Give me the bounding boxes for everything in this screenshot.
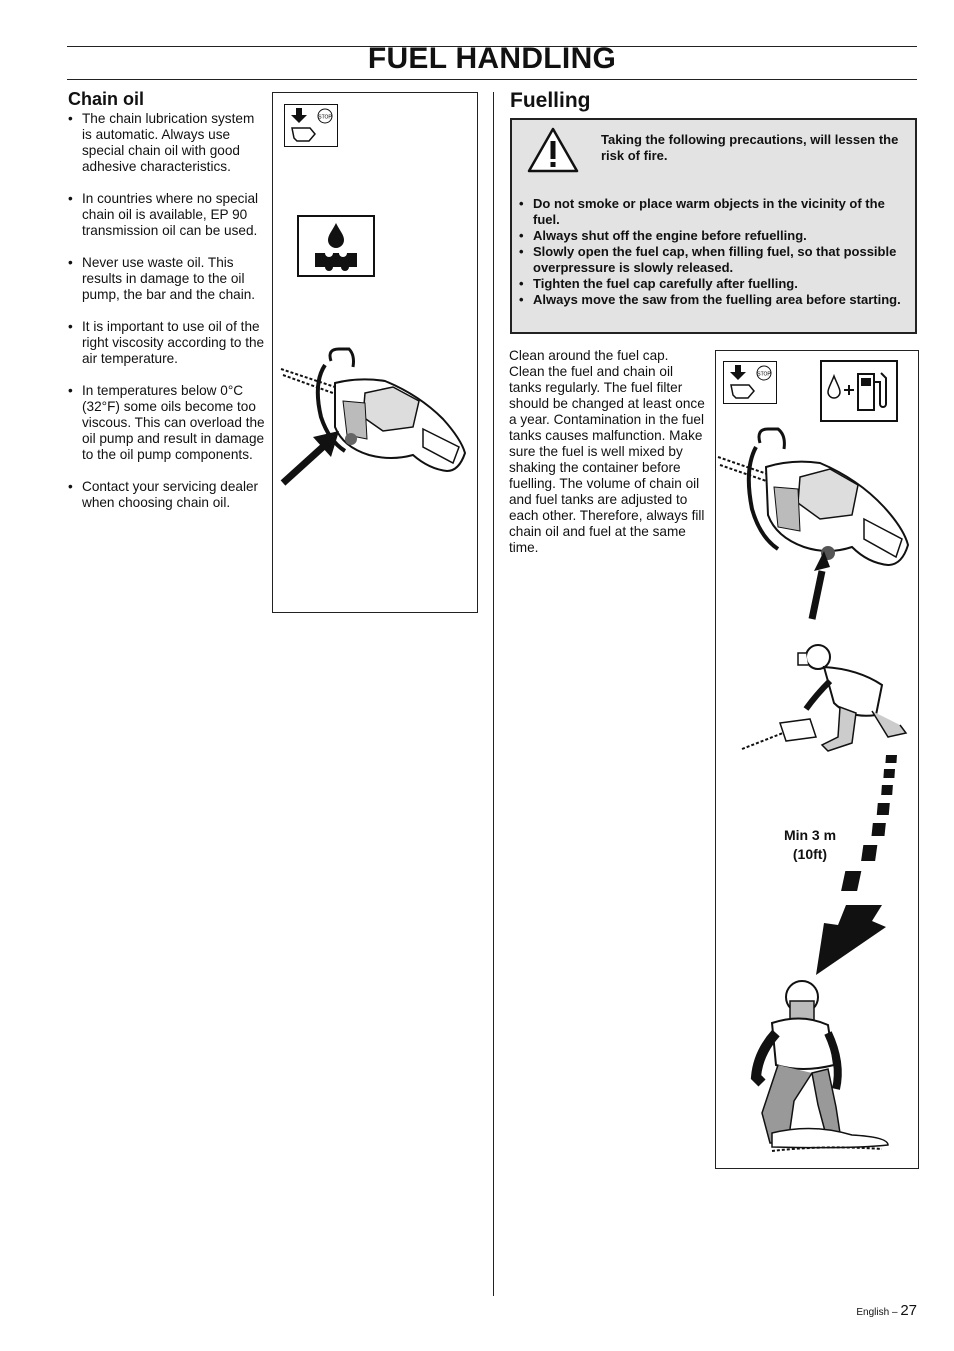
engine-stop-icon xyxy=(284,104,338,147)
fuelling-illustration xyxy=(715,350,919,1169)
page-title: FUEL HANDLING xyxy=(367,42,617,75)
list-item: • Tighten the fuel cap carefully after fuelling. xyxy=(517,276,909,292)
stop-label: STOP xyxy=(318,114,332,121)
warning-triangle-icon xyxy=(526,126,580,174)
column-divider xyxy=(493,92,494,1296)
list-item: • It is important to use oil of the right viscosity according to the air temperature. xyxy=(66,319,266,367)
distance-imperial: (10ft) xyxy=(792,846,828,862)
footer-language: English – xyxy=(856,1307,898,1318)
fire-warning-box xyxy=(510,118,917,334)
list-item: • In temperatures below 0°C (32°F) some oils become too viscous. This can overload the oil pump and result in damage to the oil pump components. xyxy=(66,383,266,463)
chain-oil-heading: Chain oil xyxy=(68,89,144,109)
stop-label: STOP xyxy=(757,371,771,378)
list-item: • Always shut off the engine before refuelling. xyxy=(517,228,909,244)
warning-list xyxy=(517,196,909,308)
chain-oil-illustration xyxy=(272,92,478,613)
engine-stop-icon xyxy=(723,361,777,404)
fuelling-body-text: Clean around the fuel cap. Clean the fuel and chain oil tanks regularly. The fuel filter should be changed at least once a year. Contamination in the fuel tanks causes malfunction. Make sure the fuel is well mixed by shaking the container before fuelling. The volume of chain oil and fuel tanks are adjusted to each other. Therefore, always fill chain oil and fuel at the same time. xyxy=(509,348,705,555)
list-item: • Do not smoke or place warm objects in the vicinity of the fuel. xyxy=(517,196,909,228)
list-item: • In countries where no special chain oil is available, EP 90 transmission oil can be used. xyxy=(66,191,266,239)
page-number: 27 xyxy=(900,1302,917,1319)
chainsaw-illustration xyxy=(273,343,477,503)
warning-intro: Taking the following precautions, will lessen the risk of fire. xyxy=(601,132,899,163)
chain-oil-list xyxy=(66,111,266,527)
chainsaw-illustration xyxy=(716,421,918,621)
title-underline xyxy=(67,79,917,80)
distance-arrow xyxy=(806,755,918,975)
fuel-and-oil-icon xyxy=(820,360,898,422)
list-item: • Never use waste oil. This results in damage to the oil pump, the bar and the chain. xyxy=(66,255,266,303)
list-item: • Slowly open the fuel cap, when filling fuel, so that possible overpressure is slowly released. xyxy=(517,244,909,276)
chain-oil-icon xyxy=(297,215,375,277)
distance-metric: Min 3 m xyxy=(783,827,837,843)
page-footer xyxy=(856,1302,917,1319)
list-item: • The chain lubrication system is automatic. Always use special chain oil with good adhesive characteristics. xyxy=(66,111,266,175)
person-starting-saw-illustration xyxy=(732,973,902,1163)
list-item: • Always move the saw from the fuelling area before starting. xyxy=(517,292,909,308)
list-item: • Contact your servicing dealer when choosing chain oil. xyxy=(66,479,266,511)
person-fuelling-illustration xyxy=(740,637,910,761)
fuelling-heading: Fuelling xyxy=(510,89,591,112)
minimum-distance-label xyxy=(770,826,850,864)
